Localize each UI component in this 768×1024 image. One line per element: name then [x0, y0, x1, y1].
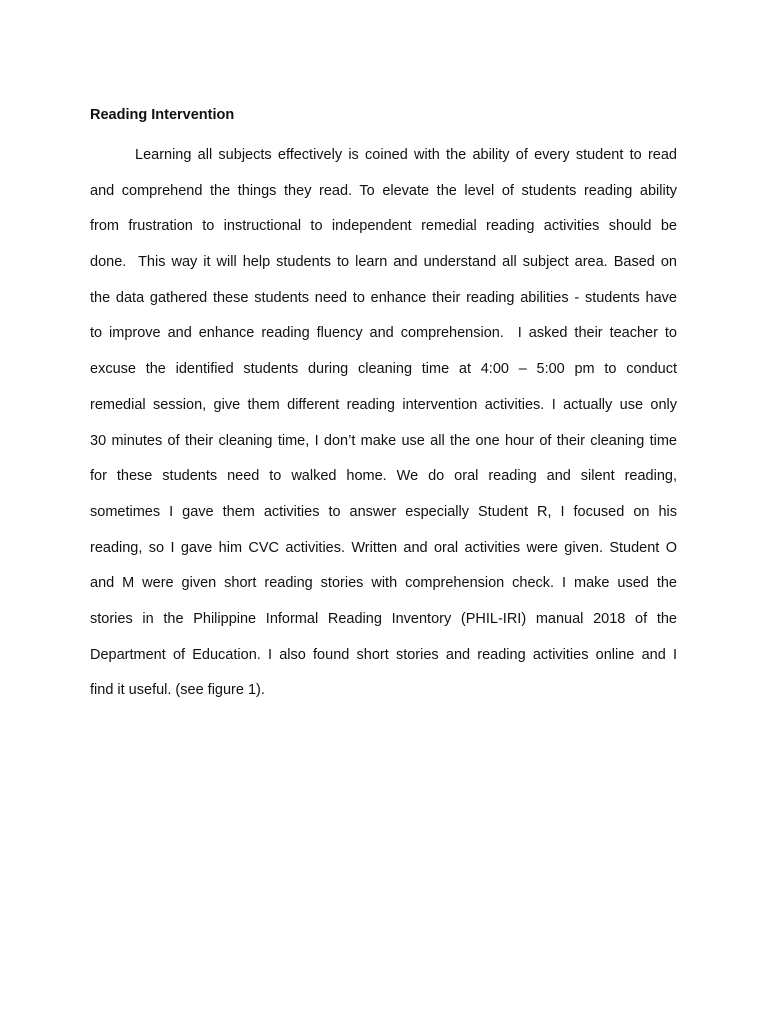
- paragraph-line: reading, so I gave him CVC activities. Written and oral activities were given. Student O: [90, 539, 677, 556]
- paragraph-line: Department of Education. I also found short stories and reading activities online and I: [90, 646, 677, 663]
- paragraph-line: and comprehend the things they read. To elevate the level of students reading ability: [90, 182, 677, 199]
- paragraph-line: stories in the Philippine Informal Reading Inventory (PHIL-IRI) manual 2018 of the: [90, 610, 677, 627]
- section-heading: Reading Intervention: [90, 107, 235, 123]
- paragraph-line: excuse the identified students during cleaning time at 4:00 – 5:00 pm to conduct: [90, 361, 677, 378]
- paragraph-line: and M were given short reading stories with comprehension check. I make used the: [90, 575, 677, 592]
- paragraph-line: find it useful. (see figure 1).: [90, 682, 265, 699]
- paragraph-line: done. This way it will help students to learn and understand all subject area. Based on: [90, 254, 677, 271]
- body-paragraph: [90, 138, 677, 709]
- paragraph-line: from frustration to instructional to independent remedial reading activities should be: [90, 218, 677, 235]
- paragraph-line: sometimes I gave them activities to answer especially Student R, I focused on his: [90, 503, 677, 520]
- paragraph-line: remedial session, give them different reading intervention activities. I actually use only: [90, 396, 677, 413]
- paragraph-line: to improve and enhance reading fluency and comprehension. I asked their teacher to: [90, 325, 677, 342]
- paragraph-line: for these students need to walked home. We do oral reading and silent reading,: [90, 468, 677, 485]
- paragraph-line: the data gathered these students need to enhance their reading abilities - students have: [90, 289, 677, 306]
- paragraph-line: Learning all subjects effectively is coined with the ability of every student to read: [135, 147, 677, 163]
- paragraph-line: 30 minutes of their cleaning time, I don’t make use all the one hour of their cleaning time: [90, 432, 677, 449]
